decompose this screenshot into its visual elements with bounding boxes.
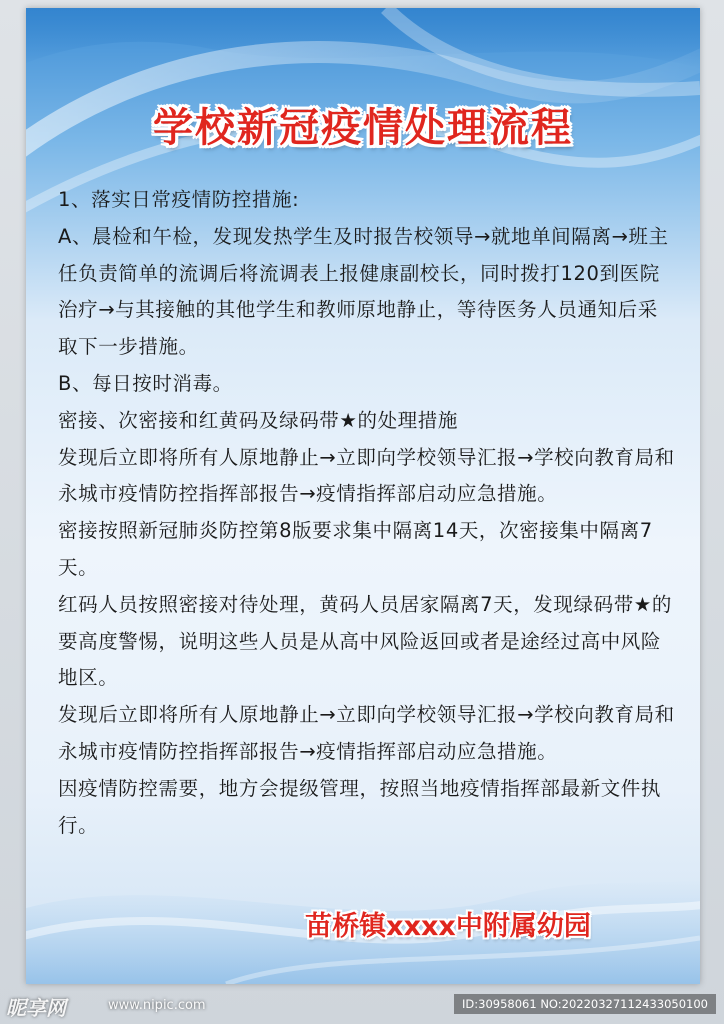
paragraph: 红码人员按照密接对待处理，黄码人员居家隔离7天，发现绿码带★的要高度警惕，说明这些人员是从高中风险返回或者是途经过高中风险地区。 [58,592,672,690]
poster [26,8,700,984]
paragraph: 1、落实日常疫情防控措施: [58,188,300,211]
paragraph: 密接按照新冠肺炎防控第8版要求集中隔离14天，次密接集中隔离7天。 [58,519,653,579]
paragraph: B、每日按时消毒。 [58,371,233,395]
watermark-id: ID:30958061 NO:20220327112433050100 [454,994,716,1014]
procedure-text [58,182,676,844]
watermark-url: www.nipic.com [108,998,206,1013]
paragraph: 发现后立即将所有人原地静止→立即向学校领导汇报→学校向教育局和永城市疫情防控指挥部报告→疫情指挥部启动应急措施。 [58,703,675,763]
paragraph: 发现后立即将所有人原地静止→立即向学校领导汇报→学校向教育局和永城市疫情防控指挥部报告→疫情指挥部启动应急措施。 [58,445,675,506]
watermark-logo: 昵享网 [6,996,66,1020]
paragraph: 密接、次密接和红黄码及绿码带★的处理措施 [58,408,458,432]
poster-title: 学校新冠疫情处理流程 [153,105,573,151]
paragraph: 因疫情防控需要，地方会提级管理，按照当地疫情指挥部最新文件执行。 [58,776,662,837]
paragraph: A、晨检和午检，发现发热学生及时报告校领导→就地单间隔离→班主任负责简单的流调后将流调表上报健康副校长，同时拨打120到医院治疗→与其接触的其他学生和教师原地静止，等待医务人员通知后采取下一步措施。 [58,224,669,359]
signature: 苗桥镇xxxx中附属幼园 [305,911,591,942]
